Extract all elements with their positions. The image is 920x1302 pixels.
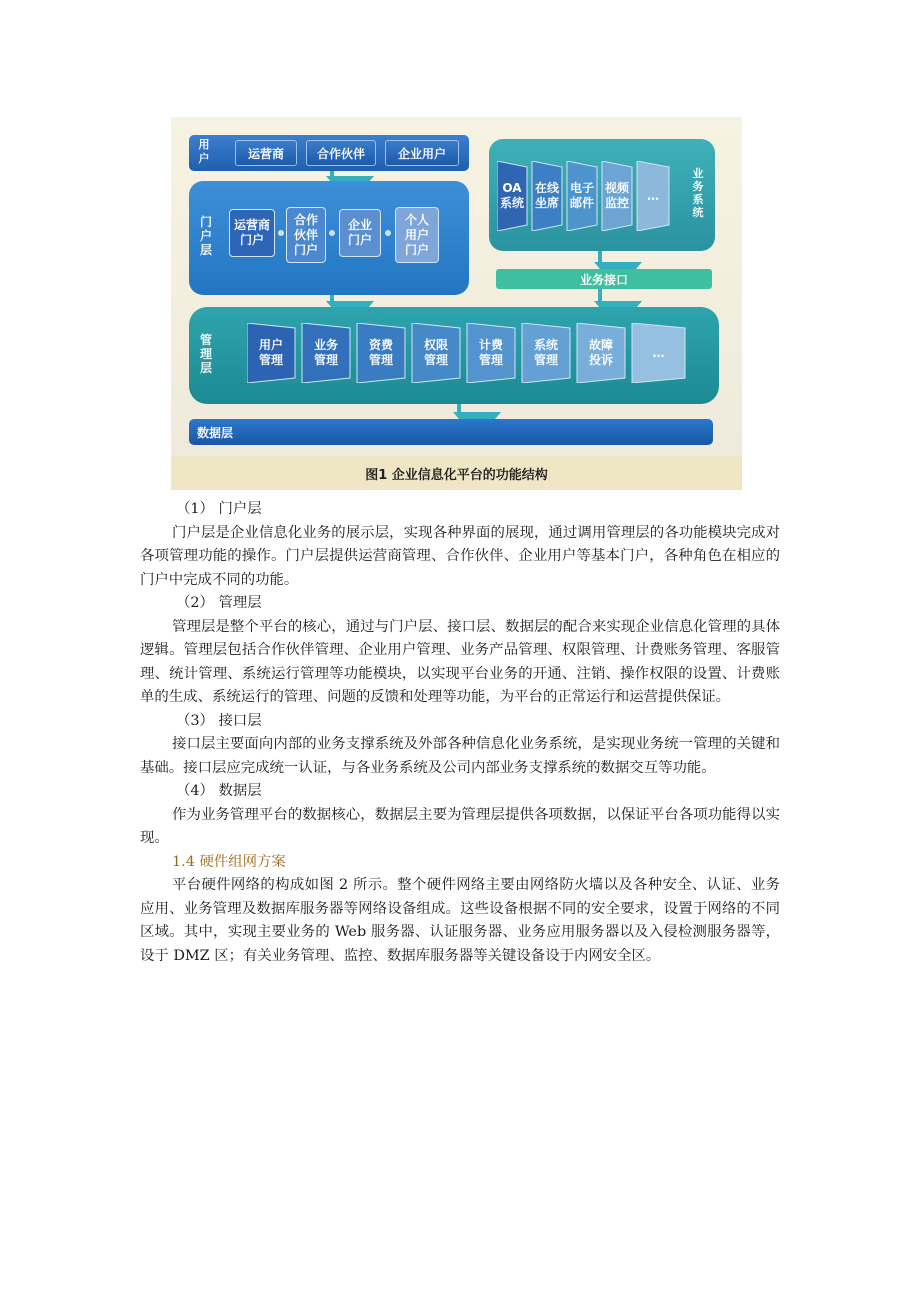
user-layer-bar — [189, 135, 469, 171]
portal-item-personal: 个人 用户 门户 — [395, 207, 439, 263]
arrow-management-data — [454, 404, 464, 420]
business-item-more: … — [647, 188, 659, 203]
mgmt-item-billing: 计费 管理 — [478, 338, 503, 367]
user-item-operator: 运营商 — [235, 140, 297, 166]
heading-interface-layer: （3） 接口层 — [176, 712, 262, 729]
architecture-diagram — [171, 117, 742, 456]
mgmt-item-system: 系统 管理 — [533, 338, 558, 367]
portal-connector-dot — [278, 230, 284, 236]
heading-data-layer: （4） 数据层 — [176, 783, 262, 799]
portal-item-partner: 合作 伙伴 门户 — [286, 207, 326, 263]
heading-portal-layer: （1） 门户层 — [176, 501, 262, 517]
heading-management-layer: （2） 管理层 — [176, 595, 262, 611]
mgmt-item-more: … — [652, 345, 665, 360]
mgmt-item-permission: 权限 管理 — [423, 338, 448, 367]
business-systems-label: 业务系统 — [692, 167, 704, 219]
paragraph-portal-layer: 门户层是企业信息化业务的展示层，实现各种界面的展现，通过调用管理层的各功能模块完成对各项管理功能的操作。门户层提供运营商管理、合作伙伴、企业用户等基本门户，各种角色在相应的门户中完成不同的功能。 — [140, 524, 780, 588]
business-item-video: 视频 监控 — [604, 181, 629, 210]
portal-item-operator: 运营商 门户 — [229, 209, 275, 257]
paragraph-interface-layer: 接口层主要面向内部的业务支撑系统及外部各种信息化业务系统，是实现业务统一管理的关键和基础。接口层应完成统一认证，与各业务系统及公司内部业务支撑系统的数据交互等功能。 — [140, 736, 780, 776]
data-layer-label: 数据层 — [197, 426, 234, 440]
business-item-email: 电子 邮件 — [569, 181, 594, 210]
interface-bar: 业务接口 — [496, 269, 712, 289]
mgmt-item-fault: 故障 投诉 — [588, 338, 613, 367]
user-layer-label: 用户 — [198, 138, 210, 165]
figure-caption: 图1 企业信息化平台的功能结构 — [171, 456, 742, 490]
mgmt-item-tariff: 资费 管理 — [368, 338, 393, 367]
user-item-partner: 合作伙伴 — [306, 140, 376, 166]
portal-layer-label: 门户层 — [199, 215, 212, 257]
management-layer-panel — [189, 307, 719, 404]
mgmt-item-business: 业务 管理 — [313, 338, 338, 367]
business-item-oa: OA 系统 — [499, 181, 524, 210]
portal-connector-dot — [329, 230, 335, 236]
paragraph-management-layer: 管理层是整个平台的核心，通过与门户层、接口层、数据层的配合来实现企业信息化管理的具体逻辑。管理层包括合作伙伴管理、企业用户管理、业务产品管理、权限管理、计费账务管理、客服管理、统计管理、系统运行管理等功能模块，以实现平台业务的开通、注销、操作权限的设置、计费账单的生成、系统运行的管理、问题的反馈和处理等功能，为平台的正常运行和运营提供保证。 — [140, 618, 780, 705]
figure-1 — [171, 117, 742, 490]
paragraph-data-layer: 作为业务管理平台的数据核心，数据层主要为管理层提供各项数据，以保证平台各项功能得以实现。 — [140, 806, 780, 846]
data-layer-bar — [189, 419, 713, 445]
portal-connector-dot — [385, 230, 391, 236]
portal-layer-panel — [189, 181, 469, 295]
body-text — [140, 498, 780, 968]
portal-item-enterprise: 企业 门户 — [339, 209, 381, 257]
management-layer-label: 管理层 — [199, 333, 212, 375]
paragraph-hardware: 平台硬件网络的构成如图 2 所示。整个硬件网络主要由网络防火墙以及各种安全、认证、业务应用、业务管理及数据库服务器等网络设备组成。这些设备根据不同的安全要求，设置于网络的不同区域。其中，实现主要业务的 Web 服务器、认证服务器、业务应用服务器以及入侵检测服务器等，设于 DMZ 区；有关业务管理、监控、数据库服务器等关键设备设于内网安全区。 — [140, 877, 780, 964]
section-heading-hardware: 1.4 硬件组网方案 — [172, 853, 286, 870]
user-item-enterprise: 企业用户 — [385, 140, 459, 166]
arrow-interface-management — [595, 289, 605, 309]
mgmt-item-user: 用户 管理 — [258, 338, 283, 367]
business-item-online-seat: 在线 坐席 — [534, 181, 559, 210]
business-systems-panel — [489, 139, 715, 251]
arrow-business-interface — [595, 251, 605, 269]
